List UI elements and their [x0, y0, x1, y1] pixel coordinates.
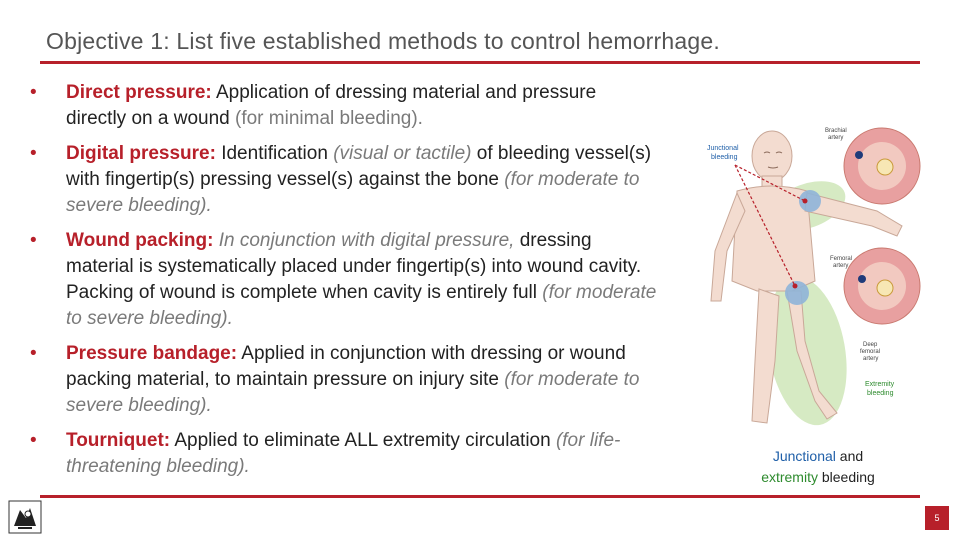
caption-bleeding: bleeding: [817, 469, 875, 485]
bullet-tourniquet: [30, 428, 660, 480]
bullet-text: Identification: [215, 143, 334, 164]
bullet-note: (for moderate to severe bleeding).: [66, 169, 640, 216]
title-divider: [40, 61, 920, 64]
arrowhead: [793, 284, 798, 289]
hemorrhage-anatomy-figure: [697, 101, 937, 438]
bullet-direct-pressure: [30, 80, 660, 132]
bullet-wound-packing: [30, 228, 660, 332]
bullet-term: Wound packing:: [66, 230, 214, 251]
bullet-term: Tourniquet:: [66, 430, 171, 451]
bullet-note: (for life-threatening bleeding).: [66, 430, 621, 477]
bullet-dot: •: [30, 430, 37, 451]
organization-logo-icon: [8, 500, 42, 534]
label-junctional-bleeding: bleeding: [711, 154, 738, 161]
caption-junctional: Junctional: [772, 448, 836, 464]
bullet-list: [30, 80, 660, 489]
bullet-term: Digital pressure:: [66, 143, 216, 164]
arm-bone: [877, 159, 893, 175]
slide-title: Objective 1: List five established methods to control hemorrhage.: [46, 28, 720, 54]
bullet-text: of bleeding vessel(s) with fingertip(s) pressing vessel(s) against the bone: [66, 143, 652, 190]
thigh-bone: [877, 280, 893, 296]
bullet-dot: •: [30, 230, 37, 251]
bullet-dot: •: [30, 343, 37, 364]
caption-extremity: extremity: [761, 469, 818, 485]
bullet-text: Applied to eliminate ALL extremity circulation: [170, 430, 556, 451]
label-extremity: Extremity: [865, 381, 895, 388]
bullet-digital-pressure: [30, 141, 660, 219]
label-brachial-artery: artery: [828, 135, 844, 141]
bullet-term: Pressure bandage:: [66, 343, 238, 364]
bullet-term: Direct pressure:: [66, 82, 212, 103]
bullet-text: Applied in conjunction with dressing or wound packing material, to maintain pressure on injury site: [66, 343, 626, 390]
label-extremity-bleeding: bleeding: [867, 390, 894, 397]
bullet-pressure-bandage: [30, 341, 660, 419]
caption-and: and: [835, 448, 864, 464]
bullet-note: (for moderate to severe bleeding).: [66, 282, 657, 329]
axilla-junctional-zone: [799, 190, 821, 212]
arrowhead: [803, 199, 808, 204]
label-deep: Deep: [863, 342, 878, 348]
bullet-dot: •: [30, 143, 37, 164]
bullet-note: (for minimal bleeding).: [235, 108, 423, 129]
bullet-text: Application of dressing material and pressure directly on a wound: [66, 82, 597, 129]
figure-caption: [700, 446, 936, 488]
label-deep-femoral: femoral: [860, 349, 881, 355]
label-deep-artery: artery: [863, 356, 879, 362]
bullet-inline-note: (visual or tactile): [333, 143, 472, 164]
bullet-italic: In conjunction with digital pressure,: [213, 230, 515, 251]
page-number-badge: 5: [925, 506, 949, 530]
label-femoral: Femoral: [830, 256, 853, 262]
label-femoral-artery: artery: [833, 263, 849, 269]
arm-vessel-dot: [855, 151, 863, 159]
bullet-dot: •: [30, 82, 37, 103]
bullet-text: dressing material is systematically placed under fingertip(s) into wound cavity. Packing of wound is complete when cavity is entirely full: [66, 230, 642, 303]
label-junctional: Junctional: [707, 145, 739, 152]
bullet-note: (for moderate to severe bleeding).: [66, 369, 640, 416]
thigh-vessel-dot: [858, 275, 866, 283]
label-brachial: Brachial: [825, 128, 847, 134]
footer-divider: [40, 495, 920, 498]
